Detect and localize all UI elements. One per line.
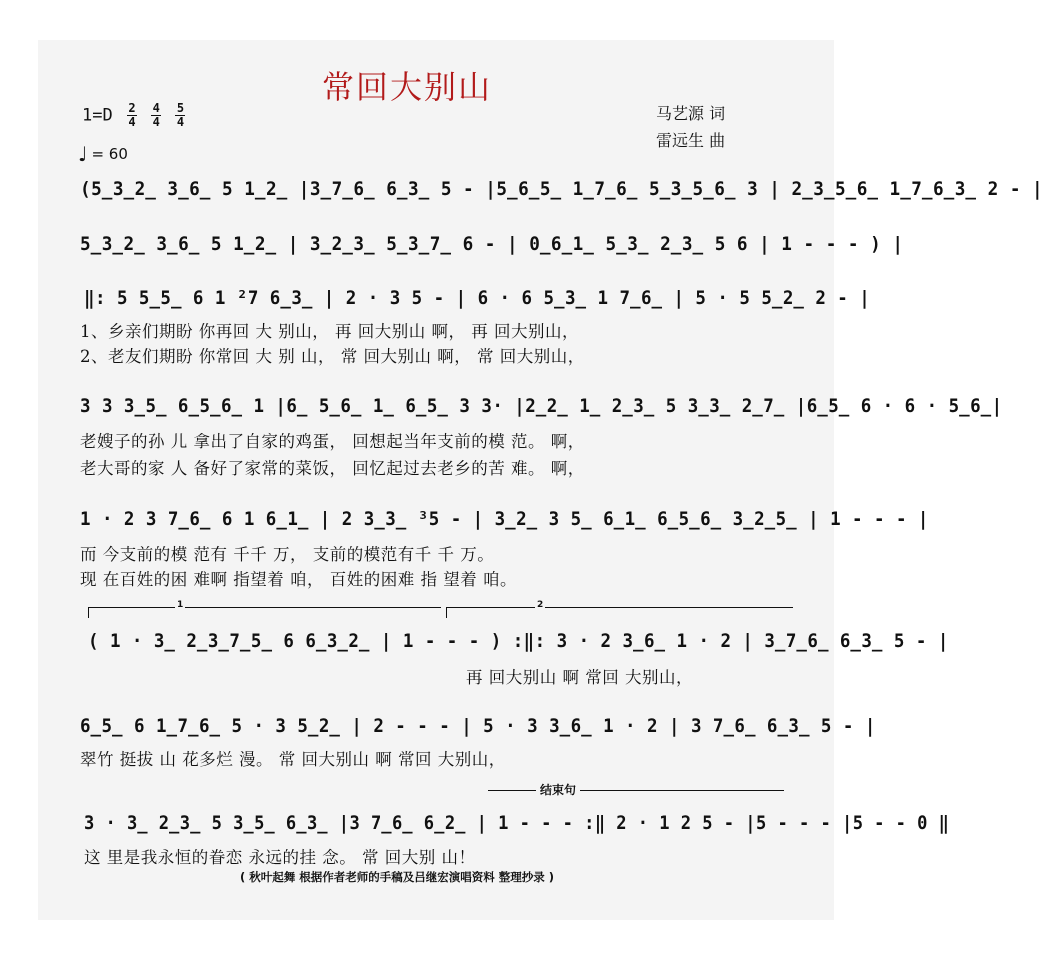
lyric-line-4-verse-2: 老大哥的家 人 备好了家常的菜饭， 回忆起过去老乡的苦 难。 啊， — [80, 459, 585, 478]
second-ending-label: 2 — [537, 600, 544, 610]
lyric-line-3-verse-2: 2、老友们期盼 你常回 大 别 山， 常 回大别山 啊， 常 回大别山， — [80, 347, 585, 366]
lyric-line-8: 这 里是我永恒的眷恋 永远的挂 念。 常 回大别 山！ — [84, 848, 476, 867]
tempo-marking — [78, 142, 128, 166]
ending-bracket — [488, 790, 784, 791]
time-signature-2-4: $\frac{2}{4}$ — [128, 101, 136, 129]
notation-line-3: ‖: 5 5̲5̲ 6 1 ²7 6̲3̲ | 2 · 3 5 - | 6 · 6 5̲3̲ 1 7̲6̲ | 5 · 5 5̲2̲ 2 - | — [84, 287, 871, 309]
quarter-note-icon: ♩ — [78, 142, 88, 166]
song-title: 常回大别山 — [322, 68, 493, 106]
score-sheet — [38, 40, 834, 920]
first-ending-label: 1 — [177, 600, 184, 610]
notation-line-4: 3 3 3̲5̲ 6̲5̲6̲ 1 |6̲ 5̲6̲ 1̲ 6̲5̲ 3 3· |2̲2̲ 1̲ 2̲3̲ 5 3̲3̲ 2̲7̲ |6̲5̲ 6 · 6 · 5̲6̲| — [80, 395, 1003, 417]
lyric-line-3-verse-1: 1、乡亲们期盼 你再回 大 别山， 再 回大别山 啊， 再 回大别山， — [80, 322, 579, 341]
lyric-line-7: 翠竹 挺拔 山 花多烂 漫。 常 回大别山 啊 常回 大别山， — [80, 750, 506, 769]
key-label: 1=D — [82, 105, 113, 126]
notation-line-1: (5̲3̲2̲ 3̲6̲ 5 1̲2̲ |3̲7̲6̲ 6̲3̲ 5 - |5̲6̲5̲ 1̲7̲6̲ 5̲3̲5̲6̲ 3 | 2̲3̲5̲6̲ 1̲7̲6̲3̲ 2 - | — [80, 178, 1043, 200]
tempo-value: = 60 — [91, 145, 128, 163]
lyric-line-4-verse-1: 老嫂子的孙 儿 拿出了自家的鸡蛋， 回想起当年支前的模 范。 啊， — [80, 432, 585, 451]
lyric-line-5-verse-1: 而 今支前的模 范有 千千 万， 支前的模范有千 千 万。 — [80, 545, 495, 564]
lyricist-credit: 马艺源 词 — [656, 104, 726, 123]
key-signature — [82, 103, 185, 128]
time-signature-5-4: $\frac{5}{4}$ — [176, 101, 185, 129]
second-ending-bracket — [446, 600, 793, 618]
notation-line-8: 3 · 3̲ 2̲3̲ 5 3̲5̲ 6̲3̲ |3 7̲6̲ 6̲2̲ | 1 - - - :‖ 2 · 1 2 5 - |5 - - - |5 - - 0 ‖ — [84, 812, 950, 834]
lyric-line-5-verse-2: 现 在百姓的困 难啊 指望着 咱， 百姓的困难 指 望着 咱。 — [80, 570, 517, 589]
lyric-line-6: 再 回大别山 啊 常回 大别山， — [466, 668, 693, 687]
notation-line-5: 1 · 2 3 7̲6̲ 6 1 6̲1̲ | 2 3̲3̲ ³5 - | 3̲2̲ 3 5̲ 6̲1̲ 6̲5̲6̲ 3̲2̲5̲ | 1 - - - | — [80, 508, 929, 530]
composer-credit: 雷远生 曲 — [656, 131, 726, 150]
first-ending-bracket — [88, 600, 441, 618]
notation-line-2: 5̲3̲2̲ 3̲6̲ 5 1̲2̲ | 3̲2̲3̲ 5̲3̲7̲ 6 - | 0̲6̲1̲ 5̲3̲ 2̲3̲ 5 6 | 1 - - - ) | — [80, 233, 904, 255]
transcription-note: ( 秋叶起舞 根据作者老师的手稿及吕继宏演唱资料 整理抄录 ) — [240, 870, 555, 884]
notation-line-6: ( 1 · 3̲ 2̲3̲7̲5̲ 6 6̲3̲2̲ | 1 - - - ) :‖: 3 · 2 3̲6̲ 1 · 2 | 3̲7̲6̲ 6̲3̲ 5 - | — [88, 630, 949, 652]
ending-label: 结束句 — [536, 781, 580, 798]
time-signature-4-4: $\frac{4}{4}$ — [152, 101, 160, 129]
notation-line-7: 6̲5̲ 6 1̲7̲6̲ 5 · 3 5̲2̲ | 2 - - - | 5 · 3 3̲6̲ 1 · 2 | 3 7̲6̲ 6̲3̲ 5 - | — [80, 715, 876, 737]
